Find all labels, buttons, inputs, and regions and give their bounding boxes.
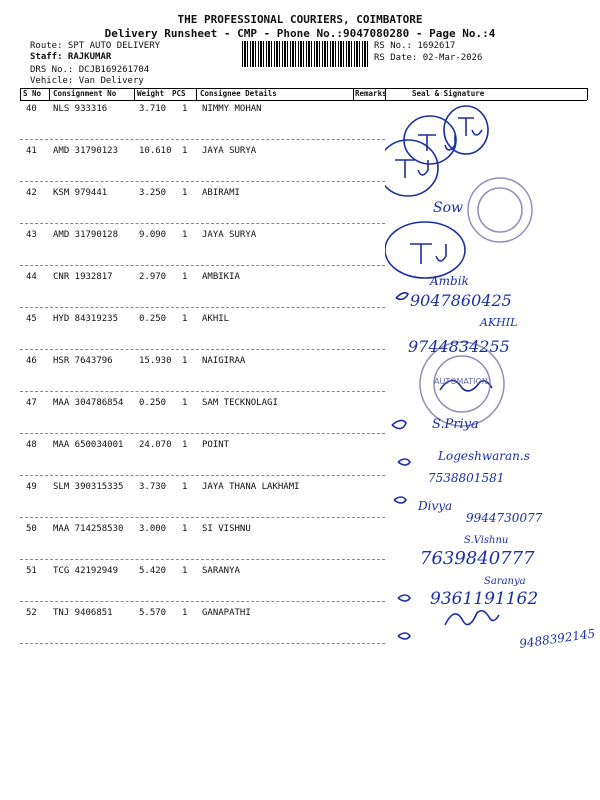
cell-consignee: ABIRAMI bbox=[202, 188, 240, 198]
column-divider bbox=[196, 88, 197, 100]
column-divider bbox=[49, 88, 50, 100]
cell-sno: 43 bbox=[26, 230, 37, 240]
rs-date-text: RS Date: 02-Mar-2026 bbox=[374, 53, 483, 63]
row-divider bbox=[20, 307, 385, 308]
cell-sno: 49 bbox=[26, 482, 37, 492]
handwritten-phone: 9047860425 bbox=[410, 291, 512, 310]
row-divider bbox=[20, 139, 385, 140]
cell-sno: 45 bbox=[26, 314, 37, 324]
col-seal: Seal & Signature bbox=[412, 89, 485, 98]
handwritten-phone: 9488392145 bbox=[518, 626, 597, 651]
col-consignment: Consignment No bbox=[53, 89, 117, 98]
cell-weight: 5.570 bbox=[139, 608, 167, 618]
cell-weight: 5.420 bbox=[139, 566, 167, 576]
cell-consignee: JAYA SURYA bbox=[202, 230, 257, 240]
handwritten-sig: Logeshwaran.s bbox=[438, 449, 530, 463]
initial-circle bbox=[385, 222, 465, 278]
cell-weight: 2.970 bbox=[139, 272, 167, 282]
cell-consignment: TCG 42192949 bbox=[53, 566, 119, 576]
cell-pcs: 1 bbox=[182, 230, 188, 240]
cell-consignment: AMD 31790123 bbox=[53, 146, 119, 156]
tick-mark bbox=[392, 420, 406, 428]
row-divider bbox=[20, 601, 385, 602]
cell-sno: 50 bbox=[26, 524, 37, 534]
barcode bbox=[242, 41, 370, 67]
handwritten-sig: Ambik bbox=[430, 274, 469, 288]
rs-no-text: RS No.: 1692617 bbox=[374, 41, 456, 51]
cell-consignment: NLS 933316 bbox=[53, 104, 108, 114]
cell-weight: 3.710 bbox=[139, 104, 167, 114]
cell-consignment: AMD 31790128 bbox=[53, 230, 119, 240]
vehicle-text: Vehicle: Van Delivery bbox=[30, 76, 144, 86]
handwritten-phone: 7639840777 bbox=[420, 548, 535, 569]
route-text: Route: SPT AUTO DELIVERY bbox=[30, 41, 161, 51]
column-divider bbox=[353, 88, 354, 100]
staff-text: Staff: RAJKUMAR bbox=[30, 52, 112, 62]
cell-pcs: 1 bbox=[182, 608, 188, 618]
signature-scrawl bbox=[445, 611, 499, 625]
cell-pcs: 1 bbox=[182, 398, 188, 408]
handwritten-sig: S.Priya bbox=[432, 417, 479, 432]
tick-mark bbox=[398, 595, 410, 601]
cell-sno: 52 bbox=[26, 608, 37, 618]
cell-consignee: JAYA THANA LAKHAMI bbox=[202, 482, 300, 492]
cell-sno: 42 bbox=[26, 188, 37, 198]
cell-weight: 3.000 bbox=[139, 524, 167, 534]
cell-consignee: SAM TECKNOLAGI bbox=[202, 398, 278, 408]
row-divider bbox=[20, 265, 385, 266]
cell-consignment: MAA 714258530 bbox=[53, 524, 124, 534]
runsheet-subtitle: Delivery Runsheet - CMP - Phone No.:9047080280 - Page No.:4 bbox=[104, 27, 496, 40]
handwritten-sig: AKHIL bbox=[480, 316, 518, 329]
cell-sno: 46 bbox=[26, 356, 37, 366]
cell-consignee: SI VISHNU bbox=[202, 524, 251, 534]
cell-consignment: MAA 650034001 bbox=[53, 440, 124, 450]
cell-pcs: 1 bbox=[182, 566, 188, 576]
handwritten-phone: 9744834255 bbox=[408, 337, 510, 356]
row-divider bbox=[20, 181, 385, 182]
cell-consignee: SARANYA bbox=[202, 566, 240, 576]
col-consignee: Consignee Details bbox=[200, 89, 277, 98]
cell-consignee: AKHIL bbox=[202, 314, 230, 324]
tick-mark bbox=[394, 497, 406, 503]
cell-consignee: NAIGIRAA bbox=[202, 356, 246, 366]
col-remarks: Remarks bbox=[355, 89, 387, 98]
cell-pcs: 1 bbox=[182, 314, 188, 324]
stamp-text: AUTOMATION bbox=[434, 377, 488, 386]
row-divider bbox=[20, 433, 385, 434]
cell-consignee: JAYA SURYA bbox=[202, 146, 257, 156]
col-weight: Weight bbox=[137, 89, 165, 98]
row-divider bbox=[20, 643, 385, 644]
cell-pcs: 1 bbox=[182, 272, 188, 282]
cell-weight: 0.250 bbox=[139, 398, 167, 408]
cell-sno: 41 bbox=[26, 146, 37, 156]
cell-consignment: TNJ 9406851 bbox=[53, 608, 113, 618]
handwritten-phone: 9361191162 bbox=[430, 589, 539, 609]
cell-weight: 3.250 bbox=[139, 188, 167, 198]
handwritten-sig: Saranya bbox=[484, 576, 526, 587]
row-divider bbox=[20, 475, 385, 476]
cell-pcs: 1 bbox=[182, 482, 188, 492]
cell-pcs: 1 bbox=[182, 188, 188, 198]
cell-weight: 0.250 bbox=[139, 314, 167, 324]
cell-consignee: NIMMY MOHAN bbox=[202, 104, 262, 114]
row-divider bbox=[20, 517, 385, 518]
column-divider bbox=[134, 88, 135, 100]
cell-pcs: 1 bbox=[182, 356, 188, 366]
handwritten-phone: 9944730077 bbox=[466, 511, 543, 525]
handwritten-phone: 7538801581 bbox=[428, 471, 505, 485]
signature-area bbox=[385, 100, 600, 680]
row-divider bbox=[20, 559, 385, 560]
col-sno: S No bbox=[23, 89, 42, 98]
column-divider bbox=[20, 88, 21, 100]
cell-sno: 51 bbox=[26, 566, 37, 576]
col-pcs: PCS bbox=[172, 89, 186, 98]
cell-consignment: KSM 979441 bbox=[53, 188, 108, 198]
cell-consignment: CNR 1932817 bbox=[53, 272, 113, 282]
cell-weight: 3.730 bbox=[139, 482, 167, 492]
row-divider bbox=[20, 391, 385, 392]
handwritten-sig: Sow bbox=[433, 200, 464, 216]
cell-consignment: HSR 7643796 bbox=[53, 356, 113, 366]
tick-mark bbox=[396, 293, 408, 300]
cell-pcs: 1 bbox=[182, 146, 188, 156]
cell-consignee: GANAPATHI bbox=[202, 608, 251, 618]
cell-consignee: AMBIKIA bbox=[202, 272, 240, 282]
cell-consignment: MAA 304786854 bbox=[53, 398, 124, 408]
initial-tu bbox=[410, 244, 446, 264]
initial-tu bbox=[418, 135, 455, 151]
tick-mark bbox=[398, 633, 410, 639]
initial-circle bbox=[385, 140, 438, 196]
cell-weight: 24.070 bbox=[139, 440, 172, 450]
cell-consignment: HYD 84319235 bbox=[53, 314, 119, 324]
cell-weight: 9.090 bbox=[139, 230, 167, 240]
cell-sno: 47 bbox=[26, 398, 37, 408]
cell-sno: 44 bbox=[26, 272, 37, 282]
handwritten-sig: Divya bbox=[418, 499, 453, 513]
initial-tu bbox=[458, 118, 482, 136]
cell-consignment: SLM 390315335 bbox=[53, 482, 124, 492]
handwritten-sig: S.Vishnu bbox=[464, 535, 509, 546]
cell-pcs: 1 bbox=[182, 440, 188, 450]
row-divider bbox=[20, 349, 385, 350]
cell-sno: 40 bbox=[26, 104, 37, 114]
drs-text: DRS No.: DCJB169261704 bbox=[30, 65, 150, 75]
cell-weight: 10.610 bbox=[139, 146, 172, 156]
cell-sno: 48 bbox=[26, 440, 37, 450]
row-divider bbox=[20, 223, 385, 224]
company-stamp-inner bbox=[478, 188, 522, 232]
cell-weight: 15.930 bbox=[139, 356, 172, 366]
cell-pcs: 1 bbox=[182, 104, 188, 114]
cell-pcs: 1 bbox=[182, 524, 188, 534]
column-divider bbox=[587, 88, 588, 100]
tick-mark bbox=[398, 459, 410, 465]
cell-consignee: POINT bbox=[202, 440, 230, 450]
company-title: THE PROFESSIONAL COURIERS, COIMBATORE bbox=[177, 13, 423, 26]
